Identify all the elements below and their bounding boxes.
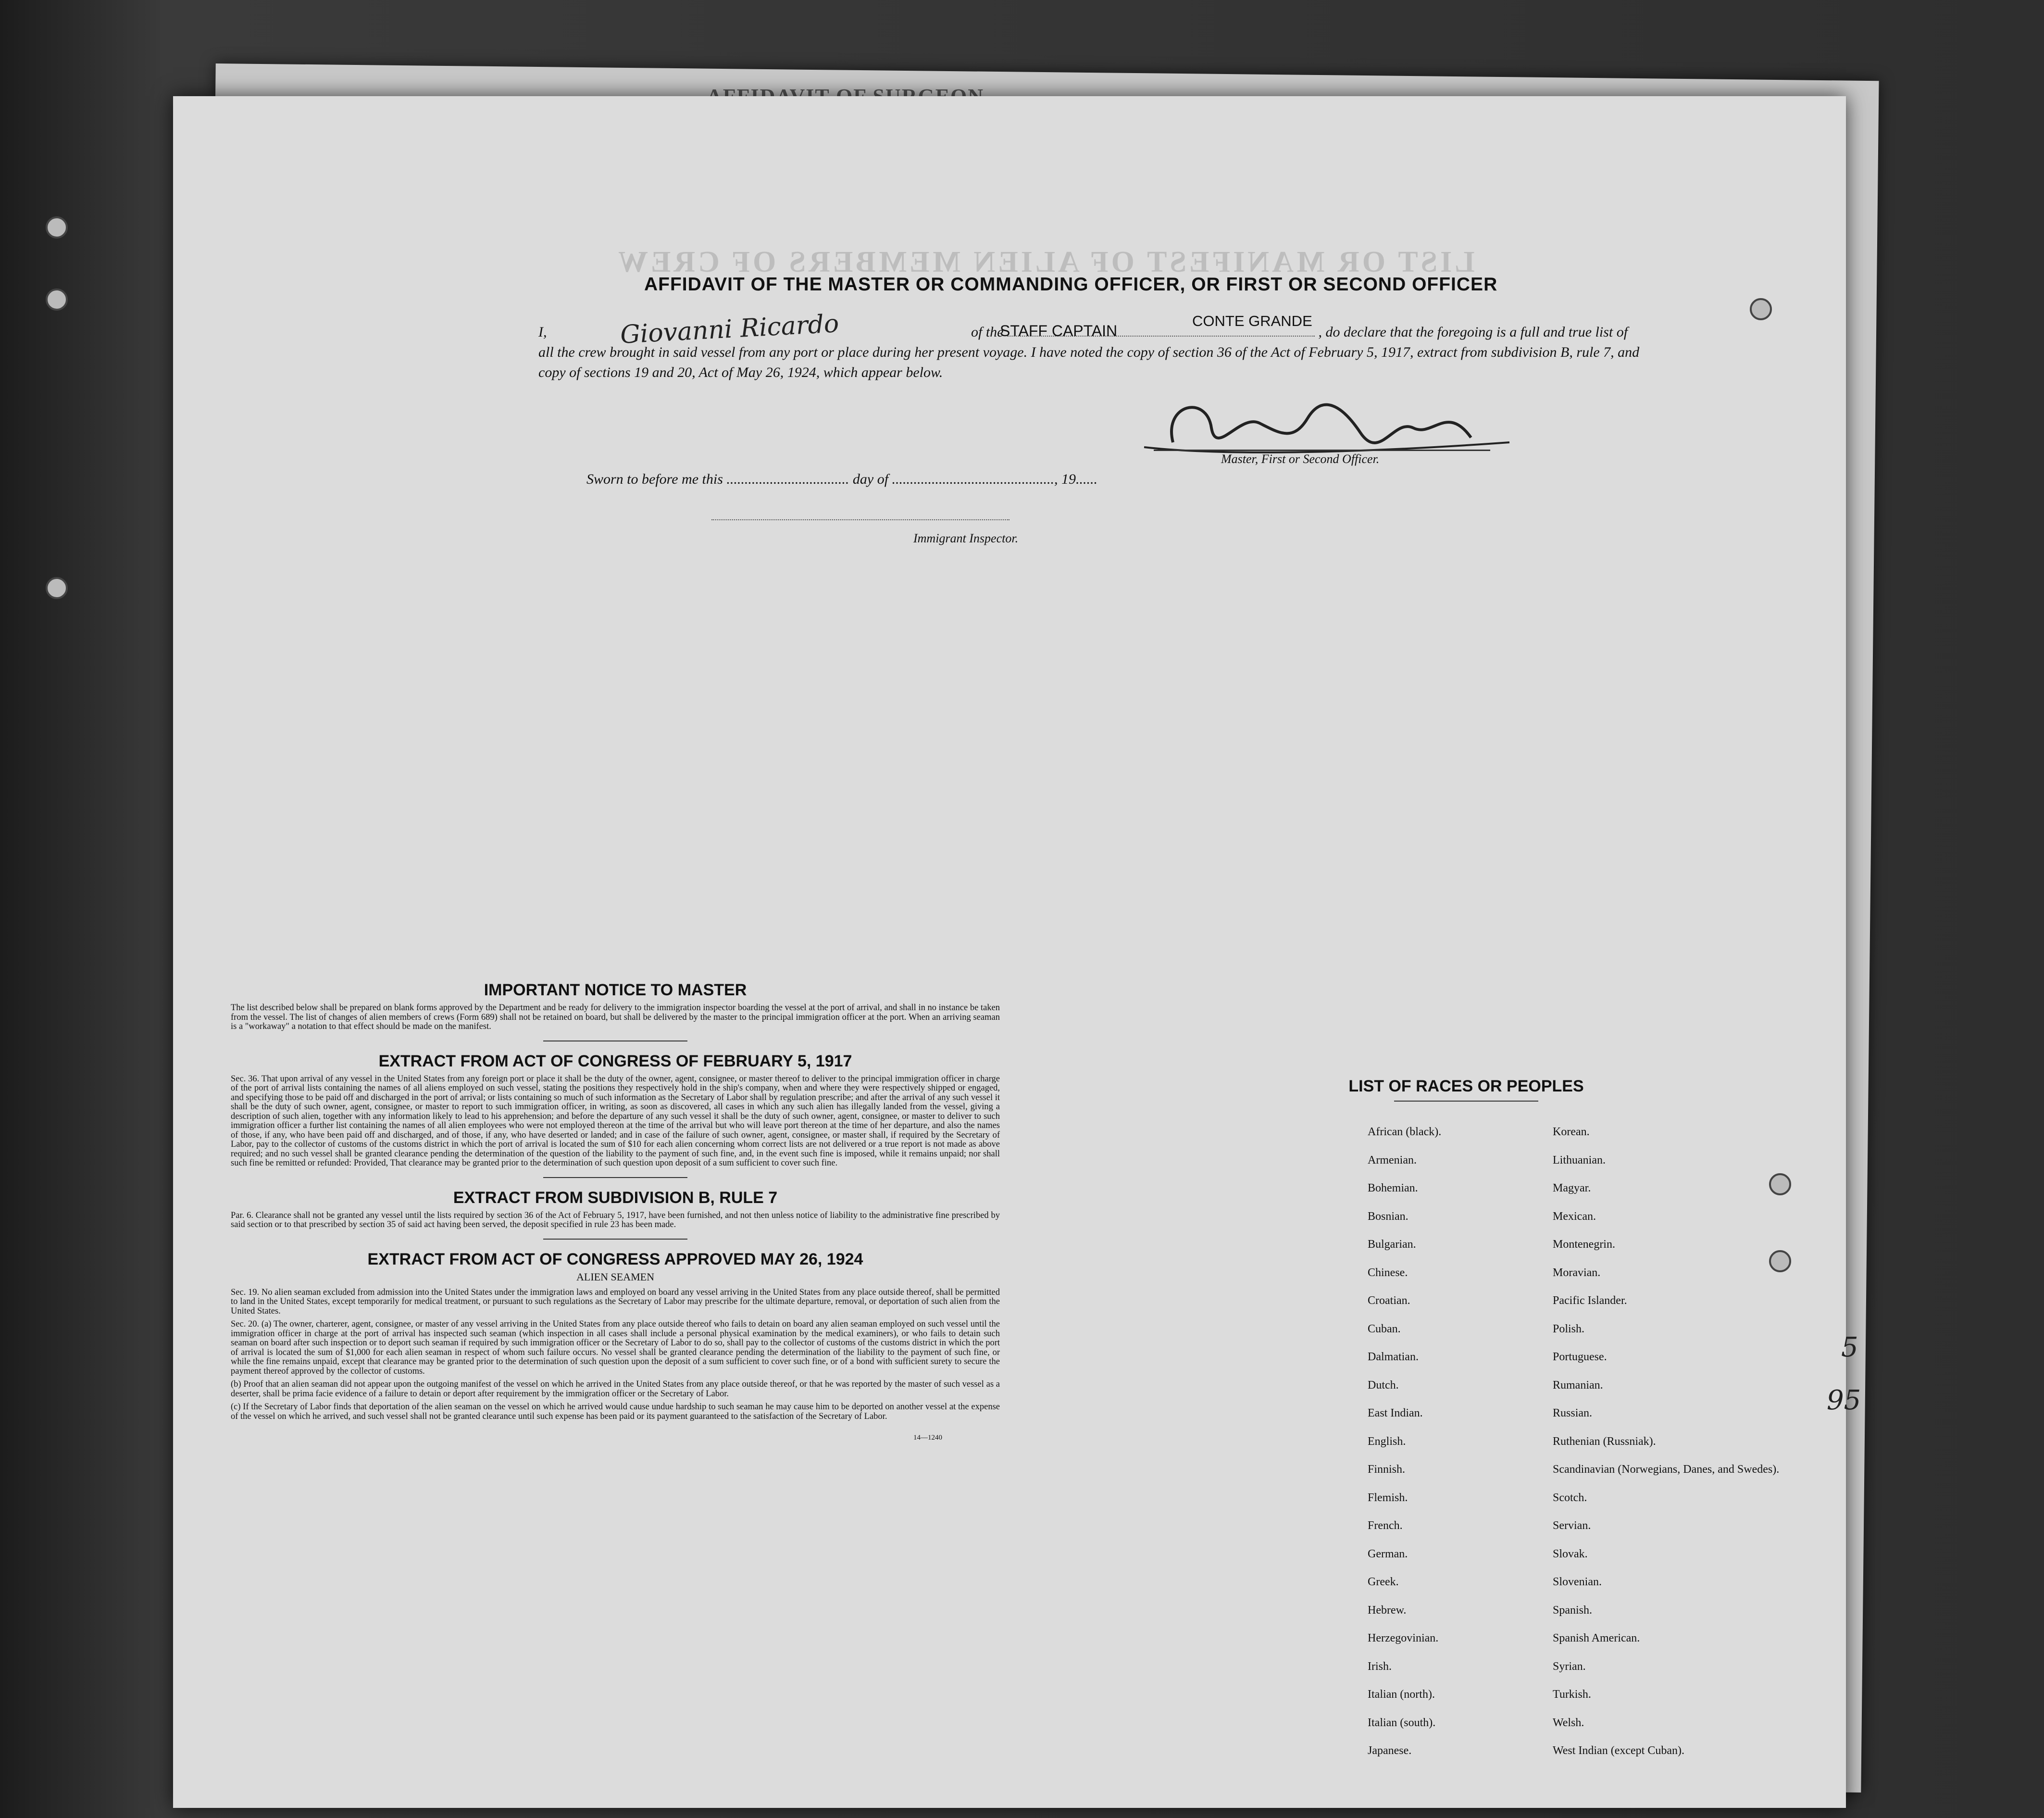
form-number: 14—1240: [913, 1434, 942, 1442]
list-item: Bosnian.: [1368, 1210, 1408, 1223]
list-item: Bohemian.: [1368, 1182, 1418, 1194]
races-list-right: [1553, 1125, 1783, 1772]
races-title: LIST OF RACES OR PEOPLES: [1348, 1077, 1584, 1095]
list-item: Syrian.: [1553, 1660, 1586, 1673]
list-item: Moravian.: [1553, 1266, 1601, 1279]
extract-1924-title: EXTRACT FROM ACT OF CONGRESS APPROVED MAY 26, 1924: [367, 1250, 863, 1268]
declarant-rank: STAFF CAPTAIN: [1000, 322, 1118, 339]
list-item: Hebrew.: [1368, 1604, 1407, 1617]
list-item: Croatian.: [1368, 1294, 1410, 1307]
list-item: Turkish.: [1553, 1688, 1591, 1701]
list-item: Dalmatian.: [1368, 1351, 1419, 1363]
section-divider: [1394, 1101, 1538, 1102]
list-item: East Indian.: [1368, 1407, 1423, 1419]
extract-rule7-title: EXTRACT FROM SUBDIVISION B, RULE 7: [453, 1188, 778, 1207]
list-item: Welsh.: [1553, 1716, 1584, 1729]
list-item: West Indian (except Cuban).: [1553, 1744, 1684, 1757]
affidavit-title: AFFIDAVIT OF THE MASTER OR COMMANDING OFFICER, OR FIRST OR SECOND OFFICER: [644, 274, 1498, 295]
list-item: Portuguese.: [1553, 1351, 1607, 1363]
list-item: Pacific Islander.: [1553, 1294, 1627, 1307]
list-item: German.: [1368, 1547, 1408, 1560]
list-item: Scotch.: [1553, 1491, 1587, 1504]
list-item: Japanese.: [1368, 1744, 1412, 1757]
declaration-body: , do declare that the foregoing is a full and true list of all the crew brought in said vessel from any port or place during her present voyage. I have noted the copy of section 36 of the Act of February 5, 1917, extract from subdivision B, rule 7, and copy of sections 19 and 20, Act of May 26, 1924, which appear below.: [538, 324, 1640, 380]
list-item: Finnish.: [1368, 1463, 1406, 1476]
margin-note-handwritten: 5: [1841, 1332, 1858, 1363]
extract-1924-sec20c: (c) If the Secretary of Labor finds that deportation of the alien seaman on the vessel on which he arrived would cause undue hardship to such seaman he may cause him to be deported on another vessel at the expense of the vessel on which he arrived, and such vessel shall not be granted clearance until such expense has been paid or its payment guaranteed to the satisfaction of the Secretary of Labor.: [231, 1402, 1000, 1421]
list-item: Lithuanian.: [1553, 1153, 1606, 1166]
list-item: Irish.: [1368, 1660, 1392, 1673]
extract-1924-sec19: Sec. 19. No alien seaman excluded from admission into the United States under the immigration laws and employed on board any vessel arriving in the United States from any place outside thereof, shall be permitted to land in the United States, except temporarily for medical treatment, or pursuant to such regulations as the Secretary of Labor may prescribe for the ultimate departure, removal, or deportation of such alien from the United States.: [231, 1287, 1000, 1316]
signature-caption: Master, First or Second Officer.: [1221, 452, 1380, 466]
list-item: Chinese.: [1368, 1266, 1408, 1279]
punch-hole-icon: [1750, 298, 1772, 320]
bleed-through-heading: LIST OR MANIFEST OF ALIEN MEMBERS OF CREW: [615, 246, 1475, 278]
signature-line: [1154, 450, 1490, 451]
list-item: Polish.: [1553, 1322, 1585, 1335]
affidavit-sheet: [173, 96, 1846, 1808]
extract-1924-sec20b: (b) Proof that an alien seaman did not appear upon the outgoing manifest of the vessel on which he arrived in the United States from any place outside thereof, or that he was reported by the master of such vessel as a deserter, shall be prima facie evidence of a failure to detain or deport after requirement by the immigration officer or the Secretary of Labor.: [231, 1379, 1000, 1399]
declaration-prefix: I,: [538, 324, 547, 340]
list-item: Slovenian.: [1553, 1576, 1602, 1588]
list-item: Armenian.: [1368, 1153, 1417, 1166]
list-item: Scandinavian (Norwegians, Danes, and Swedes).: [1553, 1463, 1780, 1476]
list-item: English.: [1368, 1435, 1406, 1448]
punch-hole-icon: [46, 288, 68, 311]
list-item: Dutch.: [1368, 1379, 1399, 1392]
declarant-name-handwritten: Giovanni Ricardo: [619, 309, 840, 350]
list-item: Ruthenian (Russniak).: [1553, 1435, 1656, 1448]
list-item: Flemish.: [1368, 1491, 1408, 1504]
notice-and-extracts: [231, 981, 1000, 1442]
sworn-statement: Sworn to before me this .................................. day of ............................................., 19......: [586, 471, 1098, 487]
notice-body: The list described below shall be prepared on blank forms approved by the Department and be ready for delivery to the immigration inspector boarding the vessel at the port of arrival, and shall in no instance be taken from the vessel. The list of changes of alien members of crews (Form 689) shall not be retained on board, but shall be delivered by the master to the principal immigration officer at the port. When an arriving seaman is a "workaway" a notation to that effect should be made on the manifest.: [231, 1003, 1000, 1031]
declaration-of-the: of the: [971, 324, 1004, 340]
section-divider: [543, 1239, 687, 1240]
list-item: Greek.: [1368, 1576, 1399, 1588]
list-item: French.: [1368, 1519, 1403, 1532]
margin-note-handwritten: 95: [1827, 1385, 1861, 1416]
list-item: Cuban.: [1368, 1322, 1401, 1335]
extract-1924-subtitle: ALIEN SEAMEN: [576, 1270, 654, 1283]
inspector-caption: Immigrant Inspector.: [913, 531, 1019, 545]
list-item: Bulgarian.: [1368, 1238, 1416, 1251]
list-item: Spanish.: [1553, 1604, 1593, 1617]
section-divider: [543, 1177, 687, 1178]
extract-1917-body: Sec. 36. That upon arrival of any vessel in the United States from any foreign port or place it shall be the duty of the owner, agent, consignee, or master thereof to deliver to the principal immigration officer in charge of the port of arrival lists containing the names of all aliens employed on such vessel, stating the positions they respectively hold in the ship's company, when and where they were respectively shipped or engaged, and specifying those to be paid off and discharged in the port of arrival; or lists containing so much of such information as the Secretary of Labor shall by regulation prescribe; and after the arrival of any such vessel it shall be the duty of such owner, agent, consignee, or master to report to such immigration officer, in writing, as soon as discovered, all cases in which any such alien has illegally landed from the vessel, giving a description of such alien, together with any information likely to lead to his apprehension; and before the departure of any such vessel it shall be the duty of such owner, agent, consignee, or master to deliver to such immigration officer a further list containing the names of all alien employees who were not employed thereon at the time of the arrival but who will leave port thereon at the time of her departure, and also the names of those, if any, who have been paid off and discharged, and of those, if any, who have deserted or landed; and in case of the failure of such owner, agent, consignee, or master shall, if required by the Secretary of Labor, pay to the collector of customs of the customs district in which the port of arrival is located the sum of $10 for each alien concerning whom correct lists are not delivered or a true report is not made as above required; and no such vessel shall be granted clearance pending the determination of the question of the liability to the payment of such fine, and, in the event such fine is imposed, while it remains unpaid; nor shall such fine be remitted or refunded: Provided, That clearance may be granted prior to the determination of such question upon deposit of a sum sufficient to cover such fine.: [231, 1074, 1000, 1168]
races-header: [1250, 1077, 1683, 1102]
list-item: Magyar.: [1553, 1182, 1591, 1194]
punch-hole-icon: [46, 577, 68, 599]
extract-1924-sec20a: Sec. 20. (a) The owner, charterer, agent, consignee, or master of any vessel arriving in the United States from any place outside thereof who fails to detain on board any alien seaman employed on such vessel until the immigration officer in charge at the port of arrival has inspected such seaman (which inspection in all cases shall include a personal physical examination by the medical examiners), or who fails to detain such seaman on board after such inspection or to deport such seaman if required by such immigration officer or the Secretary of Labor to do so, shall pay to the collector of customs of the customs district in which the port of arrival is located the sum of $1,000 for each alien seaman in respect of whom such failure occurs. No vessel shall be granted clearance pending the determination of the liability to the payment of such fine, or while the fine remains unpaid, except that clearance may be granted prior to the determination of such question upon the deposit of a sum sufficient to cover such fine, or of a bond with sufficient surety to secure the payment thereof approved by the collector of customs.: [231, 1319, 1000, 1376]
punch-hole-icon: [46, 216, 68, 238]
list-item: African (black).: [1368, 1126, 1442, 1138]
extract-1917-title: EXTRACT FROM ACT OF CONGRESS OF FEBRUARY 5, 1917: [378, 1052, 852, 1070]
list-item: Russian.: [1553, 1407, 1593, 1419]
list-item: Rumanian.: [1553, 1379, 1603, 1392]
list-item: Korean.: [1553, 1126, 1590, 1138]
list-item: Montenegrin.: [1553, 1238, 1615, 1251]
list-item: Servian.: [1553, 1519, 1591, 1532]
list-item: Italian (north).: [1368, 1688, 1435, 1701]
inspector-signature-line: [711, 519, 1010, 520]
list-item: Slovak.: [1553, 1547, 1588, 1560]
list-item: Spanish American.: [1553, 1632, 1640, 1644]
notice-title: IMPORTANT NOTICE TO MASTER: [484, 981, 747, 999]
extract-rule7-body: Par. 6. Clearance shall not be granted any vessel until the lists required by section 36 of the Act of February 5, 1917, have been furnished, and not then unless notice of liability to the administrative fine prescribed by said section or to that prescribed by section 35 of said act having been served, the deposit specified in rule 23 has been made.: [231, 1210, 1000, 1229]
vessel-name: CONTE GRANDE: [1192, 313, 1312, 329]
list-item: Herzegovinian.: [1368, 1632, 1439, 1644]
list-item: Italian (south).: [1368, 1716, 1436, 1729]
list-item: Mexican.: [1553, 1210, 1596, 1223]
